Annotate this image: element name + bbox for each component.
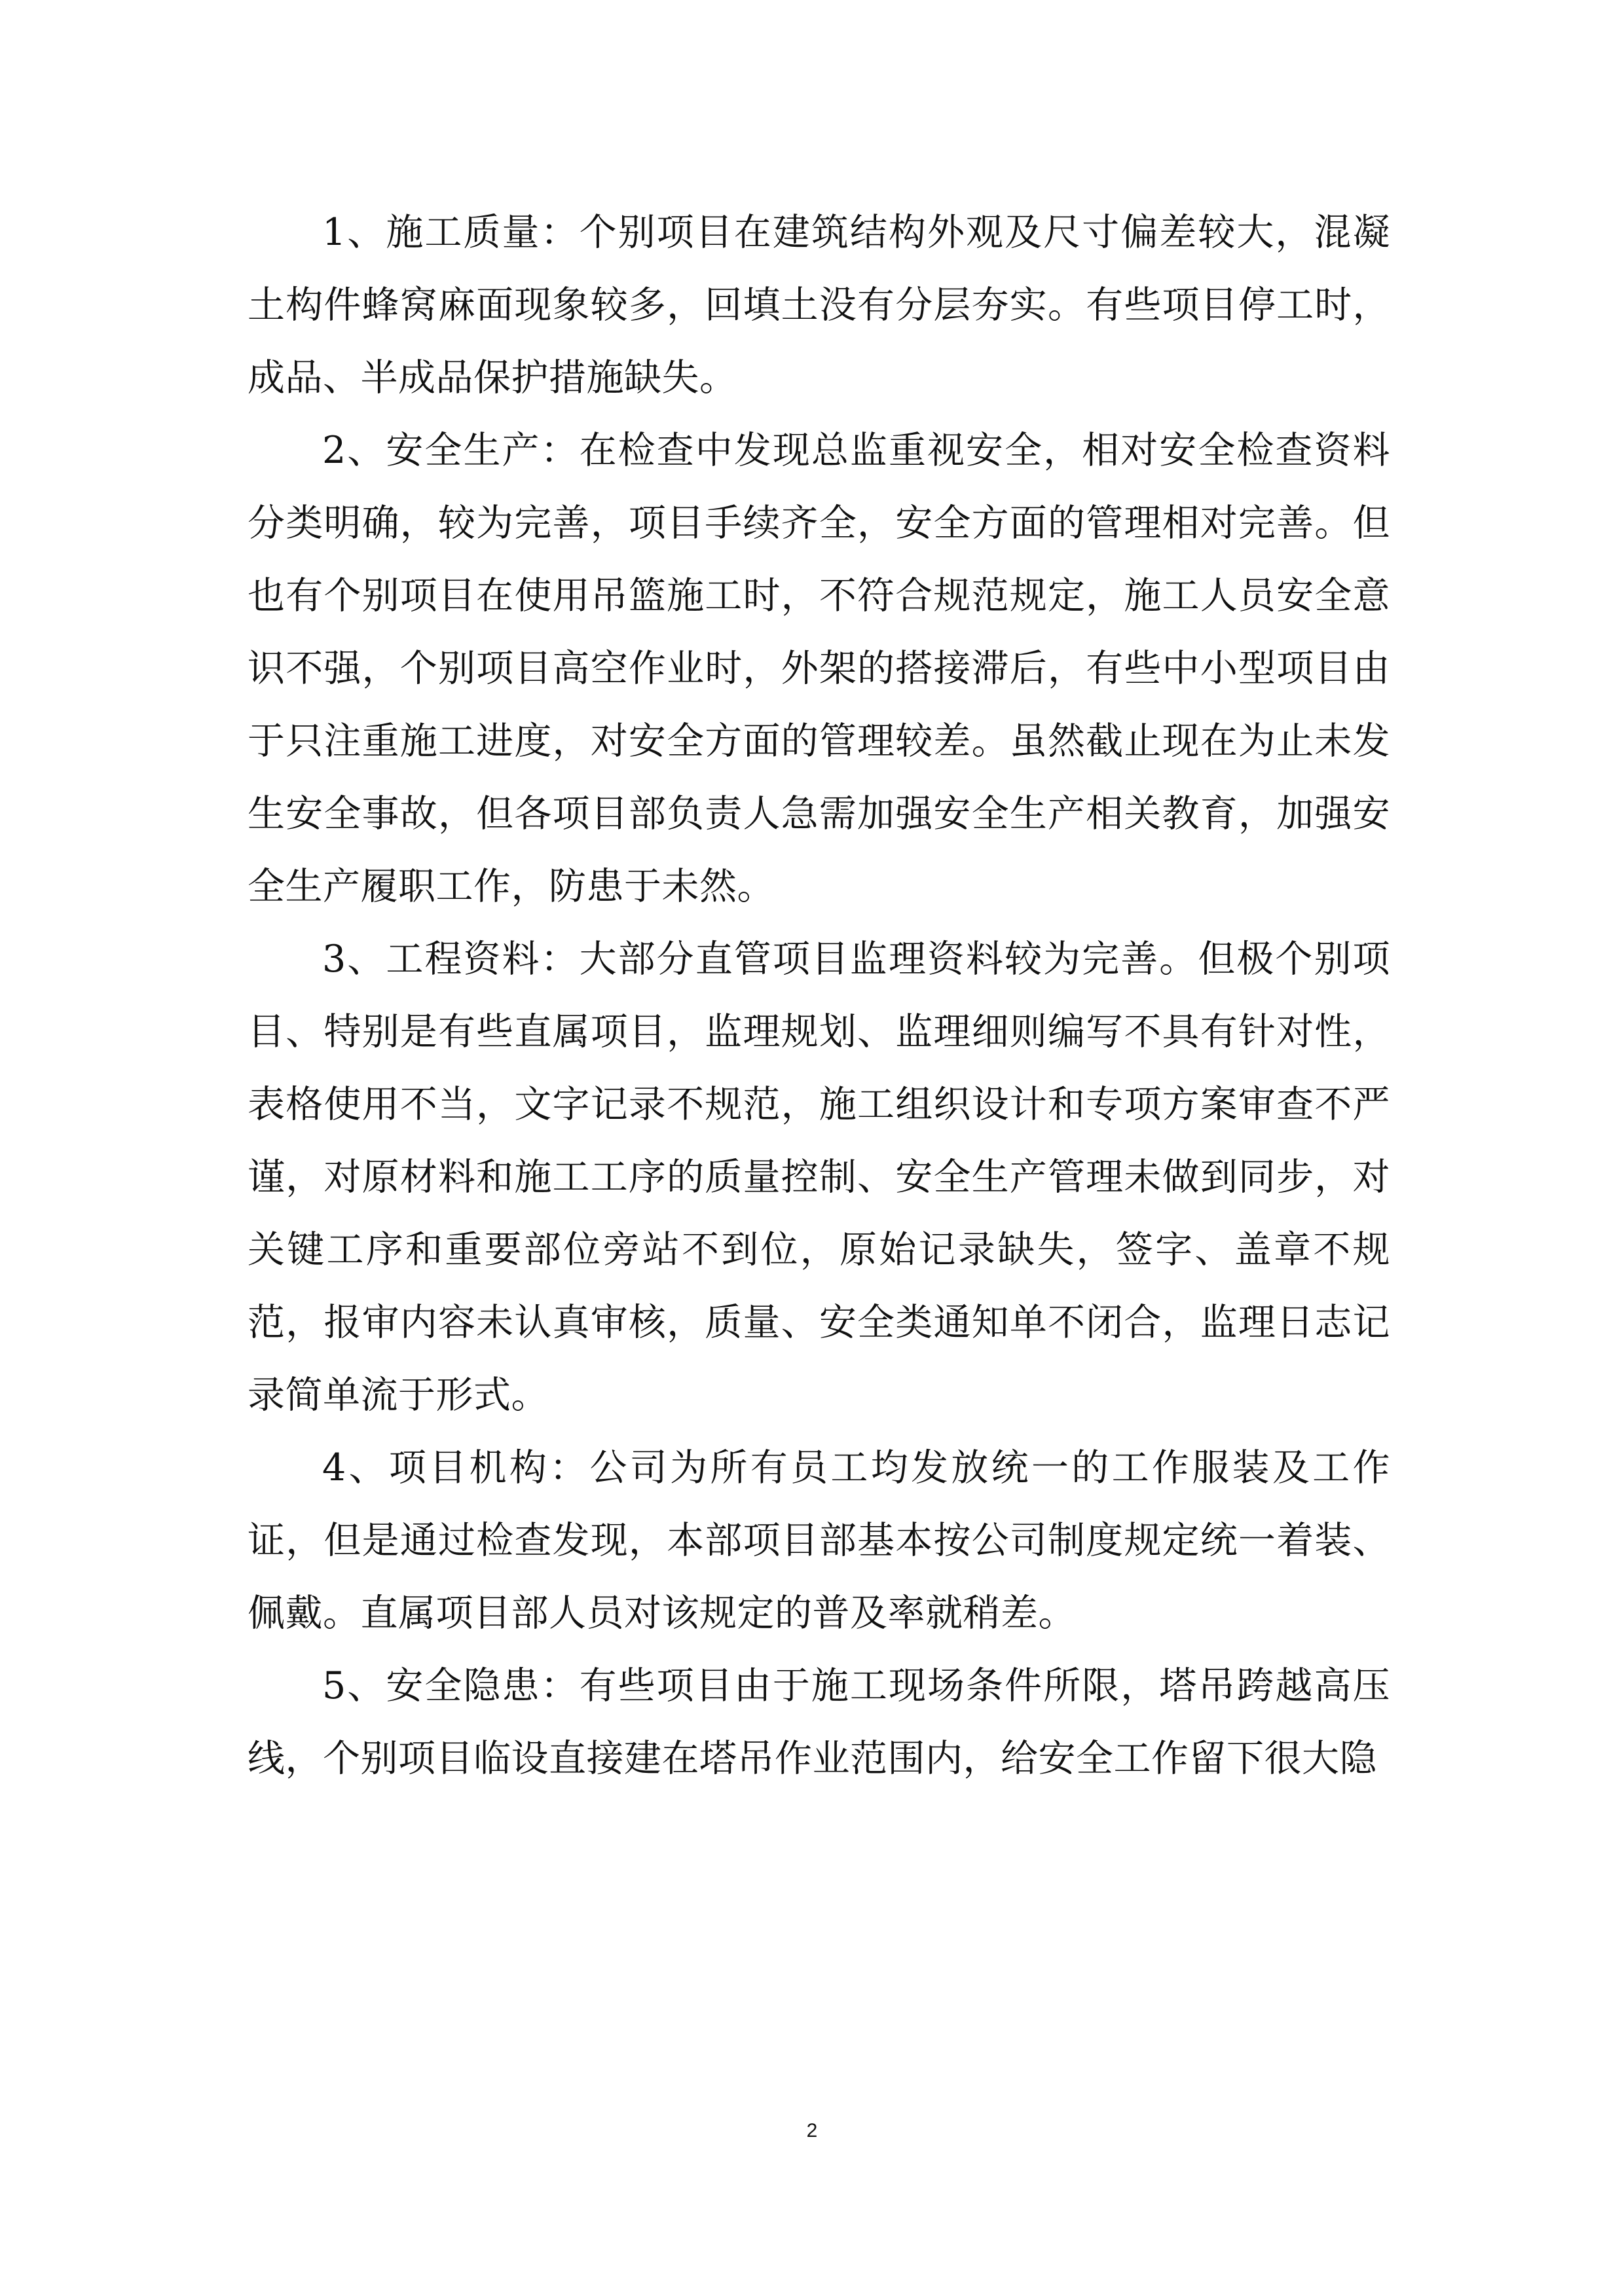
paragraph-engineering-documents: 3、工程资料：大部分直管项目监理资料较为完善。但极个别项目、特别是有些直属项目，监理规划、监理细则编写不具有针对性，表格使用不当，文字记录不规范，施工组织设计和专项方案审查不严谨，对原材料和施工工序的质量控制、安全生产管理未做到同步，对关键工序和重要部位旁站不到位，原始记录缺失，签字、盖章不规范，报审内容未认真审核，质量、安全类通知单不闭合，监理日志记录简单流于形式。: [248, 938, 1390, 1417]
paragraph-safety-hazards: 5、安全隐患：有些项目由于施工现场条件所限，塔吊跨越高压线，个别项目临设直接建在塔吊作业范围内，给安全工作留下很大隐: [248, 1664, 1390, 1780]
document-body: [248, 196, 1390, 1795]
paragraph-project-organization: 4、项目机构：公司为所有员工均发放统一的工作服装及工作证，但是通过检查发现，本部项目部基本按公司制度规定统一着装、佩戴。直属项目部人员对该规定的普及率就稍差。: [248, 1446, 1390, 1635]
paragraph-safety-production: 2、安全生产：在检查中发现总监重视安全，相对安全检查资料分类明确，较为完善，项目手续齐全，安全方面的管理相对完善。但也有个别项目在使用吊篮施工时，不符合规范规定，施工人员安全意识不强，个别项目高空作业时，外架的搭接滞后，有些中小型项目由于只注重施工进度，对安全方面的管理较差。虽然截止现在为止未发生安全事故，但各项目部负责人急需加强安全生产相关教育，加强安全生产履职工作，防患于未然。: [248, 429, 1390, 908]
page-number: 2: [806, 2120, 818, 2141]
paragraph-construction-quality: 1、施工质量：个别项目在建筑结构外观及尺寸偏差较大，混凝土构件蜂窝麻面现象较多，回填土没有分层夯实。有些项目停工时，成品、半成品保护措施缺失。: [248, 211, 1390, 399]
